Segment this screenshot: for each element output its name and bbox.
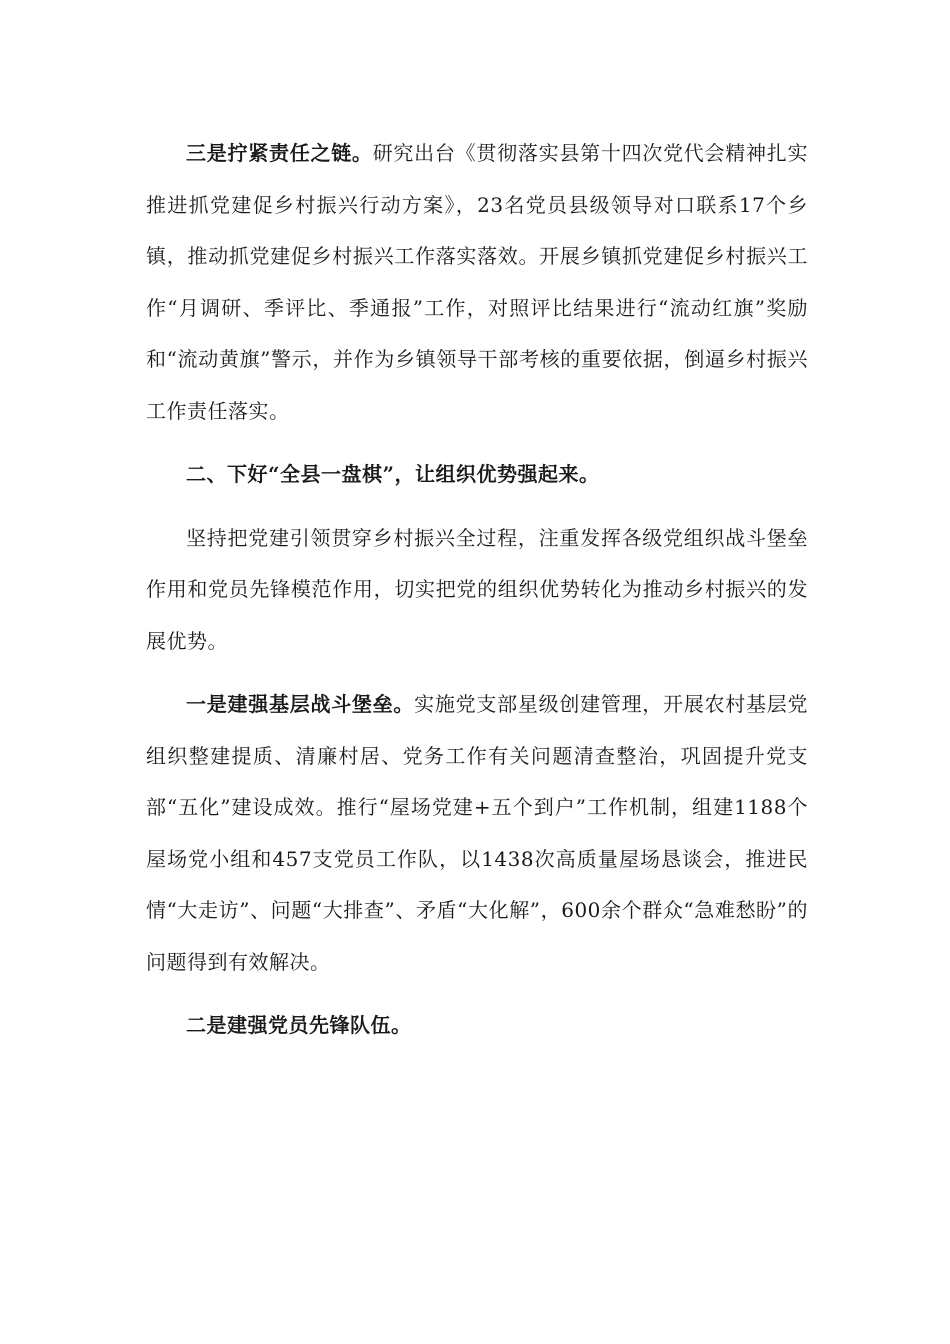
paragraph-heading: 三是拧紧责任之链。: [186, 141, 373, 165]
paragraph-section-intro: [146, 513, 808, 668]
paragraph-text: 实施党支部星级创建管理，开展农村基层党组织整建提质、清廉村居、党务工作有关问题清查整治，巩固提升党支部“五化”建设成效。推行“屋场党建+五个到户”工作机制，组建1188个屋场党小组和457支党员工作队，以1438次高质量屋场恳谈会，推进民情“大走访”、问题“大排查”、矛盾“大化解”，600余个群众“急难愁盼”的问题得到有效解决。: [146, 692, 809, 974]
paragraph-text: 研究出台《贯彻落实县第十四次党代会精神扎实推进抓党建促乡村振兴行动方案》，23名党员县级领导对口联系17个乡镇，推动抓党建促乡村振兴工作落实落效。开展乡镇抓党建促乡村振兴工作“月调研、季评比、季通报”工作，对照评比结果进行“流动红旗”奖励和“流动黄旗”警示，并作为乡镇领导干部考核的重要依据，倒逼乡村振兴工作责任落实。: [146, 141, 809, 423]
paragraph-heading: 一是建强基层战斗堡垒。: [186, 692, 415, 716]
paragraph-vanguard-team: [146, 1000, 808, 1052]
paragraph-responsibility-chain: [146, 128, 808, 437]
paragraph-grassroots-fortress: [146, 679, 808, 988]
section-heading-county-chess: [146, 449, 808, 501]
document-body: [146, 128, 808, 1052]
paragraph-text: 坚持把党建引领贯穿乡村振兴全过程，注重发挥各级党组织战斗堡垒作用和党员先锋模范作用，切实把党的组织优势转化为推动乡村振兴的发展优势。: [146, 525, 808, 653]
section-heading: 二、下好“全县一盘棋”，让组织优势强起来。: [186, 462, 600, 486]
paragraph-heading: 二是建强党员先锋队伍。: [186, 1013, 412, 1037]
